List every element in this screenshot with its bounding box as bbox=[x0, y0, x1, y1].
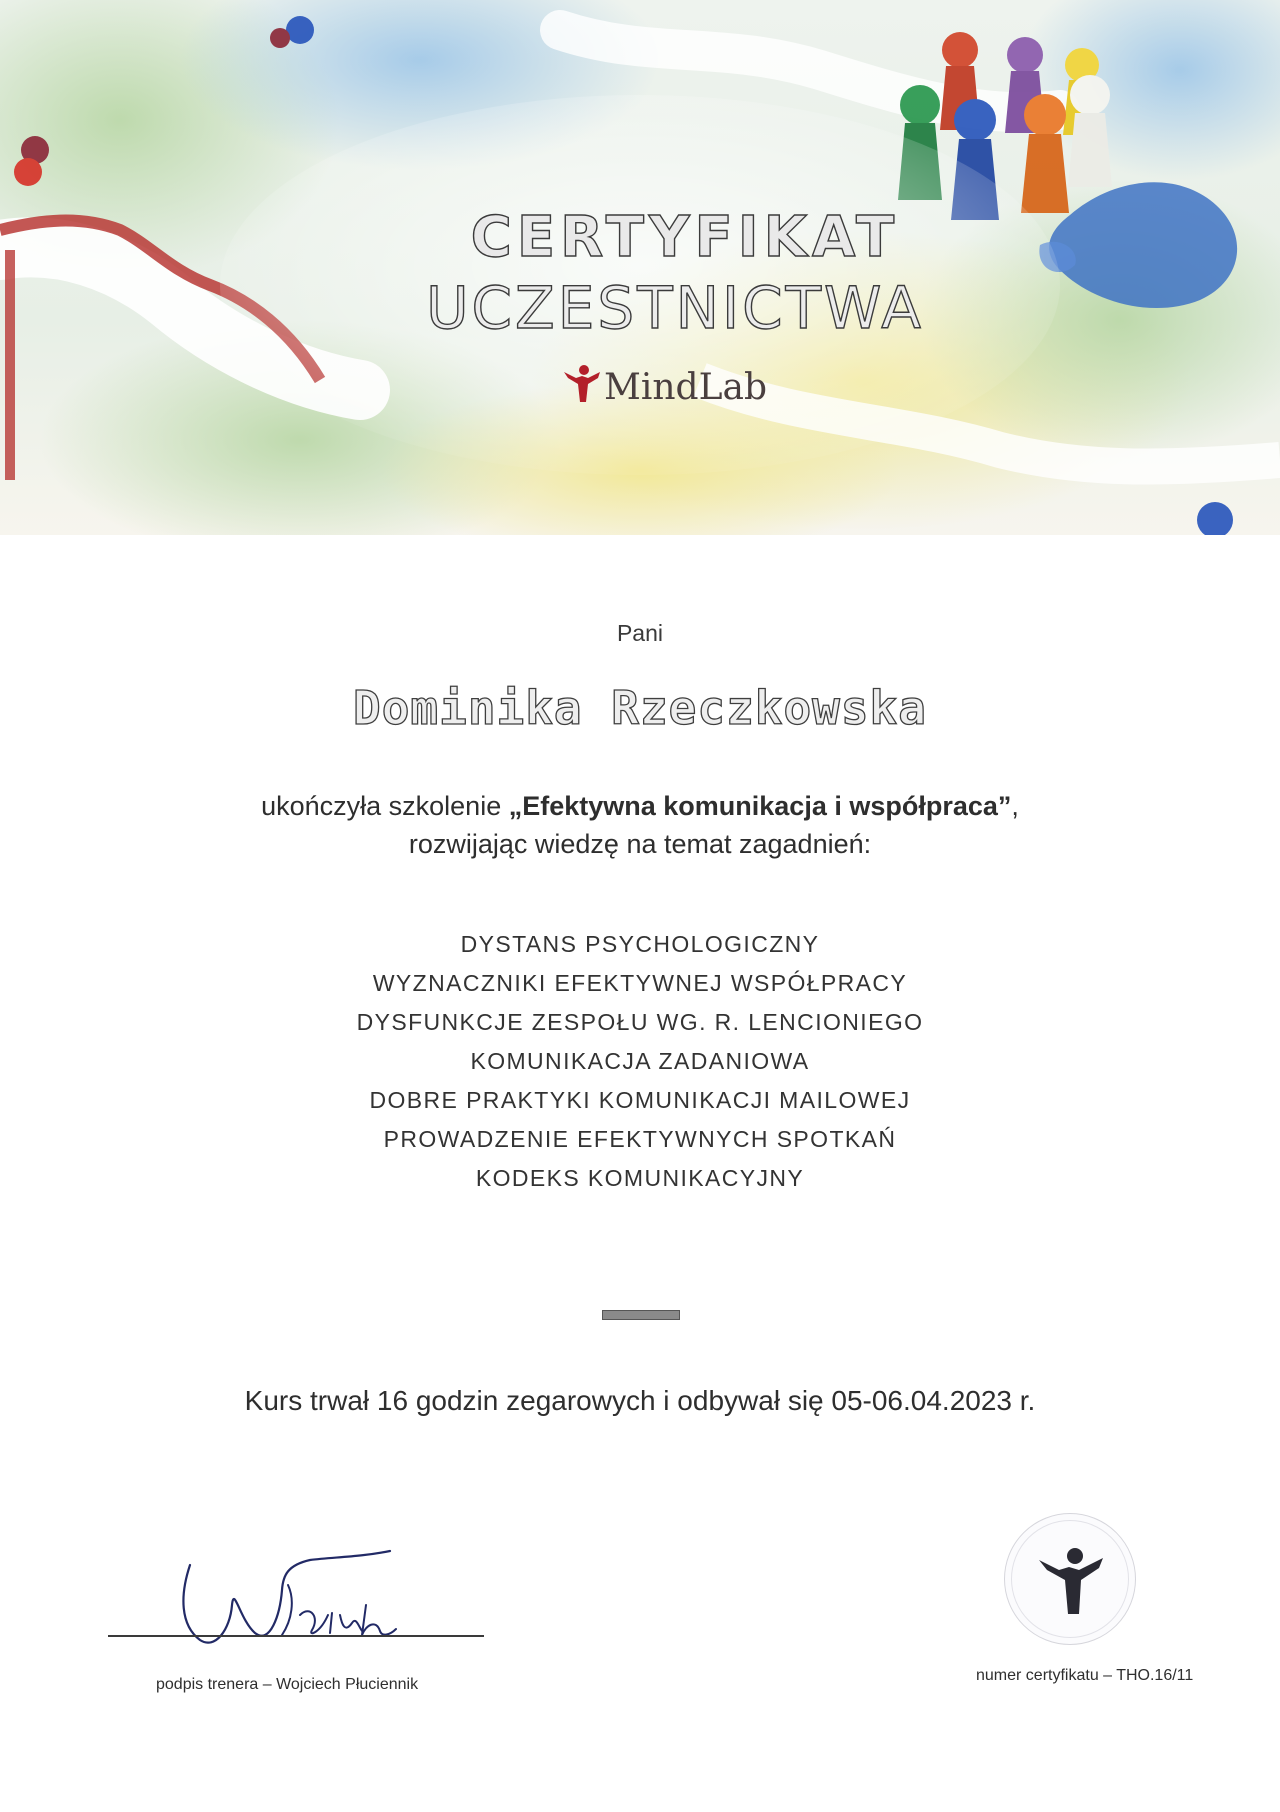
completion-line bbox=[0, 787, 1280, 825]
signature-line bbox=[108, 1635, 484, 1637]
completion-prefix: ukończyła szkolenie bbox=[261, 791, 509, 821]
topic-item: PROWADZENIE EFEKTYWNYCH SPOTKAŃ bbox=[383, 1126, 897, 1152]
title-line-2: UCZESTNICTWA bbox=[426, 274, 924, 342]
topic-item: KOMUNIKACJA ZADANIOWA bbox=[470, 1048, 810, 1074]
topic-item: DYSFUNKCJE ZESPOŁU WG. R. LENCIONIEGO bbox=[356, 1009, 924, 1035]
title-line-1: CERTYFIKAT bbox=[470, 205, 900, 270]
trainer-signature bbox=[170, 1545, 430, 1655]
mindlab-seal-icon bbox=[1004, 1513, 1136, 1645]
topic-item: WYZNACZNIKI EFEKTYWNEJ WSPÓŁPRACY bbox=[372, 970, 908, 996]
certificate-body bbox=[0, 620, 1280, 1198]
topic-item: KODEKS KOMUNIKACYJNY bbox=[475, 1165, 805, 1191]
divider bbox=[602, 1310, 680, 1320]
salutation: Pani bbox=[616, 620, 664, 646]
topic-item: DOBRE PRAKTYKI KOMUNIKACJI MAILOWEJ bbox=[369, 1087, 911, 1113]
topics-list bbox=[0, 925, 1280, 1198]
certificate-title bbox=[0, 205, 1280, 342]
seal-logo-icon bbox=[1035, 1542, 1107, 1620]
course-name: „Efektywna komunikacja i współpraca” bbox=[508, 791, 1012, 821]
completion-suffix: , bbox=[1011, 791, 1019, 821]
mindlab-logo-icon bbox=[562, 362, 602, 406]
brand bbox=[562, 362, 767, 406]
recipient-name: Dominika Rzeczkowska bbox=[353, 681, 927, 735]
signature-caption: podpis trenera – Wojciech Płuciennik bbox=[156, 1676, 419, 1693]
brand-name: MindLab bbox=[604, 367, 768, 408]
course-duration: Kurs trwał 16 godzin zegarowych i odbywał się 05-06.04.2023 r. bbox=[244, 1385, 1036, 1416]
topics-intro: rozwijając wiedzę na temat zagadnień: bbox=[408, 829, 872, 859]
certificate-number: numer certyfikatu – THO.16/11 bbox=[976, 1667, 1194, 1684]
topic-item: DYSTANS PSYCHOLOGICZNY bbox=[460, 931, 820, 957]
